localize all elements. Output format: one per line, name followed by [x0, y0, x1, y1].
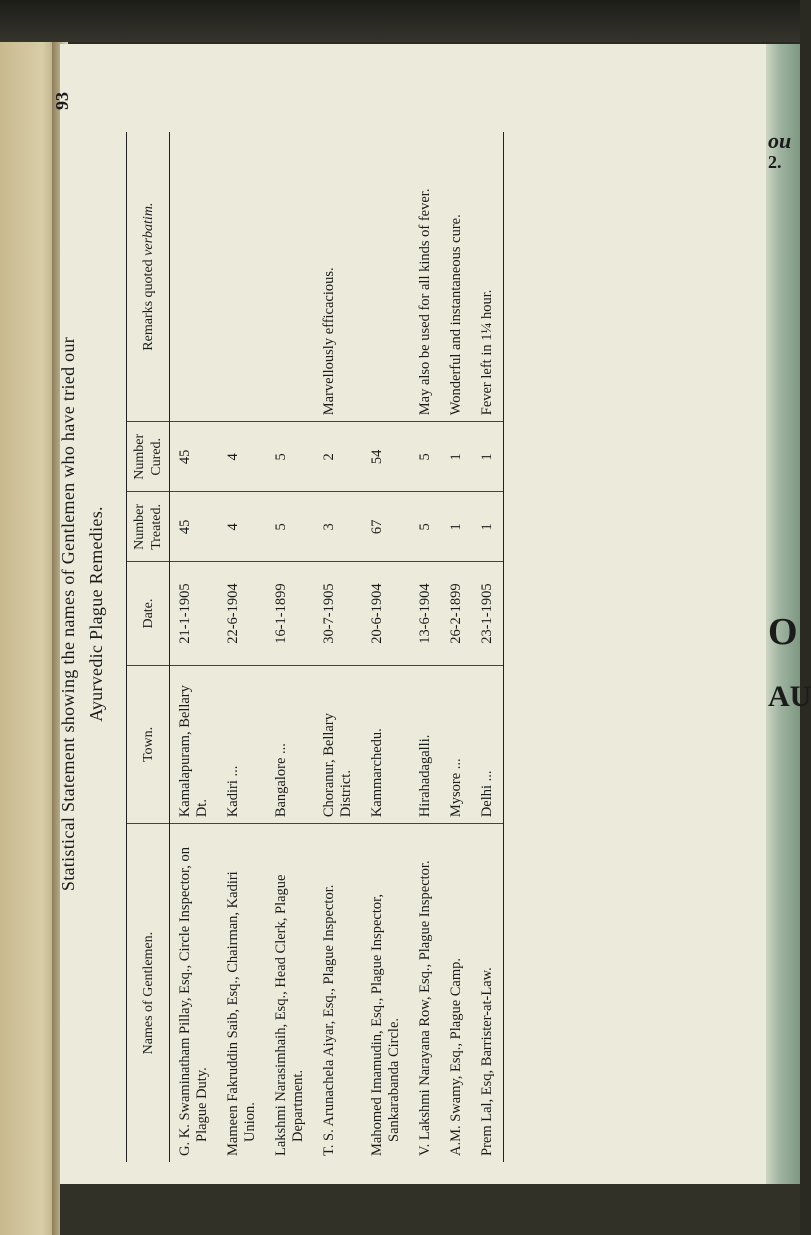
cured-cell: 2 — [314, 422, 362, 492]
remarks-cell: Wonderful and instantaneous cure. — [441, 132, 472, 422]
header-remarks-text: Remarks quoted — [140, 259, 156, 351]
cured-cell: 54 — [362, 422, 410, 492]
table-header-row — [127, 132, 170, 1162]
remarks-cell: May also be used for all kinds of fever. — [410, 132, 441, 422]
table-row — [266, 132, 314, 1162]
name-cell: A.M. Swamy, Esq., Plague Camp. — [448, 957, 464, 1156]
page-title: Statistical Statement showing the names of Gentlemen who have tried our — [58, 336, 78, 892]
header-remarks-italic: verbatim. — [140, 202, 156, 256]
treated-cell: 5 — [266, 492, 314, 562]
margin-snippet: AU — [768, 680, 811, 713]
name-cell: Mameen Fakruddin Saib, Esq., Chairman, Kadiri Union. — [225, 871, 258, 1156]
town-cell: Hirahadagalli. — [410, 665, 441, 824]
margin-snippet: ou — [768, 128, 792, 153]
statistics-table — [126, 132, 504, 1162]
town-cell: Kamalapuram, Bellary Dt. — [170, 665, 219, 824]
date-cell: 21-1-1905 — [170, 562, 219, 665]
cured-cell: 45 — [170, 422, 219, 492]
header-date: Date. — [127, 562, 170, 665]
table-row — [218, 132, 266, 1162]
cured-cell: 5 — [266, 422, 314, 492]
town-cell: Kammarchedu. — [362, 665, 410, 824]
table-row — [314, 132, 362, 1162]
cured-cell: 5 — [410, 422, 441, 492]
town-cell: Bangalore ... — [266, 665, 314, 824]
town-cell: Choranur, Bellary District. — [314, 665, 362, 824]
page-subtitle: Ayurvedic Plague Remedies. — [86, 506, 106, 722]
date-cell: 16-1-1899 — [266, 562, 314, 665]
header-names: Names of Gentlemen. — [127, 824, 170, 1162]
date-cell: 26-2-1899 — [441, 562, 472, 665]
town-cell: Mysore ... — [441, 665, 472, 824]
remarks-cell: Marvellously efficacious. — [314, 132, 362, 422]
name-cell: V. Lakshmi Narayana Row, Esq., Plague Inspector. — [417, 860, 433, 1156]
treated-cell: 3 — [314, 492, 362, 562]
rotated-content — [48, 44, 754, 1184]
header-cured: Number Cured. — [127, 422, 170, 492]
header-treated: Number Treated. — [127, 492, 170, 562]
margin-snippet: 2. — [768, 152, 782, 172]
table-row — [472, 132, 504, 1162]
treated-cell: 5 — [410, 492, 441, 562]
table-row — [441, 132, 472, 1162]
treated-cell: 1 — [441, 492, 472, 562]
remarks-cell — [266, 132, 314, 422]
treated-cell: 4 — [218, 492, 266, 562]
date-cell: 20-6-1904 — [362, 562, 410, 665]
date-cell: 13-6-1904 — [410, 562, 441, 665]
cured-cell: 1 — [441, 422, 472, 492]
cured-cell: 1 — [472, 422, 504, 492]
date-cell: 22-6-1904 — [218, 562, 266, 665]
name-cell: Prem Lal, Esq, Barrister-at-Law. — [472, 824, 504, 1162]
name-cell: Lakshmi Narasimhaih, Esq., Head Clerk, Plague Department. — [273, 874, 306, 1156]
remarks-cell — [170, 132, 219, 422]
remarks-cell — [362, 132, 410, 422]
table-row — [410, 132, 441, 1162]
cured-cell: 4 — [218, 422, 266, 492]
header-town: Town. — [127, 665, 170, 824]
table-row — [170, 132, 219, 1162]
name-cell: T. S. Arunachela Aiyar, Esq., Plague Inspector. — [321, 884, 337, 1156]
table-row — [362, 132, 410, 1162]
date-cell: 30-7-1905 — [314, 562, 362, 665]
treated-cell: 67 — [362, 492, 410, 562]
name-cell: G. K. Swaminatham Pillay, Esq., Circle Inspector, on Plague Duty. — [177, 847, 210, 1156]
remarks-cell — [218, 132, 266, 422]
page-number: 93 — [52, 92, 72, 110]
margin-snippet: O — [768, 611, 798, 653]
name-cell: Mahomed Imamudin, Esq., Plague Inspector, Sankarabanda Circle. — [369, 894, 402, 1156]
date-cell: 23-1-1905 — [472, 562, 504, 665]
town-cell: Kadiri ... — [218, 665, 266, 824]
header-remarks — [127, 132, 170, 422]
scan-border-top — [0, 0, 800, 42]
town-cell: Delhi ... — [472, 665, 504, 824]
remarks-cell: Fever left in 1¼ hour. — [472, 132, 504, 422]
treated-cell: 1 — [472, 492, 504, 562]
scan-border-bottom — [60, 1184, 800, 1235]
treated-cell: 45 — [170, 492, 219, 562]
